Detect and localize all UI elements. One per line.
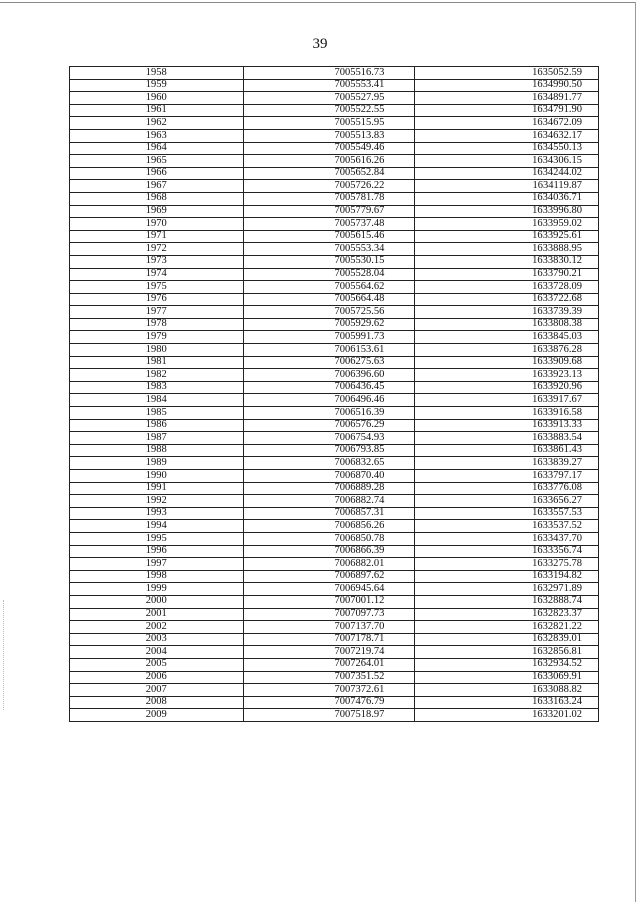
x-coordinate-cell: 7005781.78 bbox=[243, 192, 415, 205]
table-row bbox=[70, 419, 599, 432]
point-number-cell: 1960 bbox=[70, 92, 244, 105]
table-row bbox=[70, 595, 599, 608]
point-number-cell: 1974 bbox=[70, 268, 244, 281]
y-coordinate-cell: 1633845.03 bbox=[415, 331, 599, 344]
x-coordinate-cell: 7006870.40 bbox=[243, 470, 415, 483]
table-row bbox=[70, 331, 599, 344]
y-coordinate-cell: 1632971.89 bbox=[415, 583, 599, 596]
x-coordinate-cell: 7007137.70 bbox=[243, 621, 415, 634]
table-row bbox=[70, 520, 599, 533]
point-number-cell: 1975 bbox=[70, 281, 244, 294]
x-coordinate-cell: 7005522.55 bbox=[243, 104, 415, 117]
point-number-cell: 2000 bbox=[70, 595, 244, 608]
table-row bbox=[70, 545, 599, 558]
point-number-cell: 1986 bbox=[70, 419, 244, 432]
table-row bbox=[70, 281, 599, 294]
x-coordinate-cell: 7005726.22 bbox=[243, 180, 415, 193]
table-row bbox=[70, 268, 599, 281]
x-coordinate-cell: 7005725.56 bbox=[243, 306, 415, 319]
x-coordinate-cell: 7005564.62 bbox=[243, 281, 415, 294]
y-coordinate-cell: 1632823.37 bbox=[415, 608, 599, 621]
y-coordinate-cell: 1634306.15 bbox=[415, 155, 599, 168]
table-row bbox=[70, 142, 599, 155]
point-number-cell: 1997 bbox=[70, 558, 244, 571]
y-coordinate-cell: 1633883.54 bbox=[415, 432, 599, 445]
x-coordinate-cell: 7006857.31 bbox=[243, 507, 415, 520]
point-number-cell: 1982 bbox=[70, 369, 244, 382]
table-row bbox=[70, 356, 599, 369]
point-number-cell: 1980 bbox=[70, 344, 244, 357]
y-coordinate-cell: 1633920.96 bbox=[415, 381, 599, 394]
point-number-cell: 1978 bbox=[70, 318, 244, 331]
table-row bbox=[70, 558, 599, 571]
point-number-cell: 1963 bbox=[70, 129, 244, 142]
y-coordinate-cell: 1633722.68 bbox=[415, 293, 599, 306]
x-coordinate-cell: 7007518.97 bbox=[243, 709, 415, 722]
x-coordinate-cell: 7006793.85 bbox=[243, 444, 415, 457]
point-number-cell: 1994 bbox=[70, 520, 244, 533]
y-coordinate-cell: 1633739.39 bbox=[415, 306, 599, 319]
x-coordinate-cell: 7005530.15 bbox=[243, 255, 415, 268]
y-coordinate-cell: 1633916.58 bbox=[415, 407, 599, 420]
table-row bbox=[70, 482, 599, 495]
table-row bbox=[70, 444, 599, 457]
x-coordinate-cell: 7006897.62 bbox=[243, 570, 415, 583]
point-number-cell: 1987 bbox=[70, 432, 244, 445]
x-coordinate-cell: 7007097.73 bbox=[243, 608, 415, 621]
table-row bbox=[70, 470, 599, 483]
x-coordinate-cell: 7007351.52 bbox=[243, 671, 415, 684]
coordinates-table bbox=[69, 66, 599, 722]
y-coordinate-cell: 1633069.91 bbox=[415, 671, 599, 684]
table-row bbox=[70, 230, 599, 243]
y-coordinate-cell: 1635052.59 bbox=[415, 67, 599, 80]
point-number-cell: 1971 bbox=[70, 230, 244, 243]
point-number-cell: 1966 bbox=[70, 167, 244, 180]
point-number-cell: 1977 bbox=[70, 306, 244, 319]
point-number-cell: 1969 bbox=[70, 205, 244, 218]
x-coordinate-cell: 7005515.95 bbox=[243, 117, 415, 130]
table-row bbox=[70, 495, 599, 508]
y-coordinate-cell: 1633557.53 bbox=[415, 507, 599, 520]
table-row bbox=[70, 633, 599, 646]
x-coordinate-cell: 7006275.63 bbox=[243, 356, 415, 369]
point-number-cell: 1965 bbox=[70, 155, 244, 168]
y-coordinate-cell: 1634672.09 bbox=[415, 117, 599, 130]
table-row bbox=[70, 318, 599, 331]
table-row bbox=[70, 608, 599, 621]
y-coordinate-cell: 1634990.50 bbox=[415, 79, 599, 92]
x-coordinate-cell: 7007264.01 bbox=[243, 658, 415, 671]
point-number-cell: 1984 bbox=[70, 394, 244, 407]
y-coordinate-cell: 1633790.21 bbox=[415, 268, 599, 281]
page-number: 39 bbox=[312, 36, 328, 52]
y-coordinate-cell: 1634036.71 bbox=[415, 192, 599, 205]
point-number-cell: 2008 bbox=[70, 696, 244, 709]
coordinates-table-body bbox=[70, 67, 599, 722]
y-coordinate-cell: 1633839.27 bbox=[415, 457, 599, 470]
point-number-cell: 1999 bbox=[70, 583, 244, 596]
table-row bbox=[70, 432, 599, 445]
point-number-cell: 1962 bbox=[70, 117, 244, 130]
point-number-cell: 2004 bbox=[70, 646, 244, 659]
page-top-edge bbox=[0, 2, 636, 3]
x-coordinate-cell: 7005553.41 bbox=[243, 79, 415, 92]
point-number-cell: 1988 bbox=[70, 444, 244, 457]
point-number-cell: 2005 bbox=[70, 658, 244, 671]
x-coordinate-cell: 7005549.46 bbox=[243, 142, 415, 155]
point-number-cell: 1983 bbox=[70, 381, 244, 394]
y-coordinate-cell: 1634244.02 bbox=[415, 167, 599, 180]
y-coordinate-cell: 1633959.02 bbox=[415, 218, 599, 231]
point-number-cell: 1959 bbox=[70, 79, 244, 92]
table-row bbox=[70, 671, 599, 684]
x-coordinate-cell: 7007001.12 bbox=[243, 595, 415, 608]
y-coordinate-cell: 1633861.43 bbox=[415, 444, 599, 457]
y-coordinate-cell: 1632839.01 bbox=[415, 633, 599, 646]
table-row bbox=[70, 696, 599, 709]
point-number-cell: 1970 bbox=[70, 218, 244, 231]
y-coordinate-cell: 1633925.61 bbox=[415, 230, 599, 243]
y-coordinate-cell: 1633923.13 bbox=[415, 369, 599, 382]
table-row bbox=[70, 394, 599, 407]
point-number-cell: 1998 bbox=[70, 570, 244, 583]
table-row bbox=[70, 218, 599, 231]
point-number-cell: 2006 bbox=[70, 671, 244, 684]
table-row bbox=[70, 306, 599, 319]
x-coordinate-cell: 7007372.61 bbox=[243, 684, 415, 697]
y-coordinate-cell: 1632856.81 bbox=[415, 646, 599, 659]
y-coordinate-cell: 1633194.82 bbox=[415, 570, 599, 583]
table-row bbox=[70, 407, 599, 420]
x-coordinate-cell: 7006832.65 bbox=[243, 457, 415, 470]
table-row bbox=[70, 684, 599, 697]
table-row bbox=[70, 344, 599, 357]
x-coordinate-cell: 7006945.64 bbox=[243, 583, 415, 596]
point-number-cell: 1976 bbox=[70, 293, 244, 306]
x-coordinate-cell: 7006576.29 bbox=[243, 419, 415, 432]
point-number-cell: 1964 bbox=[70, 142, 244, 155]
table-row bbox=[70, 570, 599, 583]
table-row bbox=[70, 104, 599, 117]
x-coordinate-cell: 7006436.45 bbox=[243, 381, 415, 394]
y-coordinate-cell: 1633437.70 bbox=[415, 532, 599, 545]
y-coordinate-cell: 1632934.52 bbox=[415, 658, 599, 671]
x-coordinate-cell: 7005516.73 bbox=[243, 67, 415, 80]
table-row bbox=[70, 255, 599, 268]
point-number-cell: 1972 bbox=[70, 243, 244, 256]
point-number-cell: 1968 bbox=[70, 192, 244, 205]
table-row bbox=[70, 192, 599, 205]
x-coordinate-cell: 7006496.46 bbox=[243, 394, 415, 407]
y-coordinate-cell: 1633909.68 bbox=[415, 356, 599, 369]
point-number-cell: 1973 bbox=[70, 255, 244, 268]
point-number-cell: 1981 bbox=[70, 356, 244, 369]
x-coordinate-cell: 7006516.39 bbox=[243, 407, 415, 420]
x-coordinate-cell: 7005513.83 bbox=[243, 129, 415, 142]
table-row bbox=[70, 381, 599, 394]
scan-artifact bbox=[3, 600, 5, 710]
x-coordinate-cell: 7006856.26 bbox=[243, 520, 415, 533]
y-coordinate-cell: 1633776.08 bbox=[415, 482, 599, 495]
point-number-cell: 1991 bbox=[70, 482, 244, 495]
table-row bbox=[70, 167, 599, 180]
y-coordinate-cell: 1634791.90 bbox=[415, 104, 599, 117]
y-coordinate-cell: 1632888.74 bbox=[415, 595, 599, 608]
point-number-cell: 1958 bbox=[70, 67, 244, 80]
y-coordinate-cell: 1633088.82 bbox=[415, 684, 599, 697]
point-number-cell: 1996 bbox=[70, 545, 244, 558]
y-coordinate-cell: 1633201.02 bbox=[415, 709, 599, 722]
y-coordinate-cell: 1633876.28 bbox=[415, 344, 599, 357]
y-coordinate-cell: 1633808.38 bbox=[415, 318, 599, 331]
table-row bbox=[70, 180, 599, 193]
x-coordinate-cell: 7006153.61 bbox=[243, 344, 415, 357]
table-row bbox=[70, 646, 599, 659]
point-number-cell: 1990 bbox=[70, 470, 244, 483]
y-coordinate-cell: 1632821.22 bbox=[415, 621, 599, 634]
x-coordinate-cell: 7006889.28 bbox=[243, 482, 415, 495]
table-row bbox=[70, 205, 599, 218]
x-coordinate-cell: 7005652.84 bbox=[243, 167, 415, 180]
point-number-cell: 2002 bbox=[70, 621, 244, 634]
point-number-cell: 2007 bbox=[70, 684, 244, 697]
y-coordinate-cell: 1633917.67 bbox=[415, 394, 599, 407]
point-number-cell: 1992 bbox=[70, 495, 244, 508]
x-coordinate-cell: 7006882.01 bbox=[243, 558, 415, 571]
table-row bbox=[70, 67, 599, 80]
y-coordinate-cell: 1634119.87 bbox=[415, 180, 599, 193]
table-row bbox=[70, 293, 599, 306]
point-number-cell: 2003 bbox=[70, 633, 244, 646]
x-coordinate-cell: 7006850.78 bbox=[243, 532, 415, 545]
x-coordinate-cell: 7005528.04 bbox=[243, 268, 415, 281]
x-coordinate-cell: 7005737.48 bbox=[243, 218, 415, 231]
x-coordinate-cell: 7007219.74 bbox=[243, 646, 415, 659]
x-coordinate-cell: 7005553.34 bbox=[243, 243, 415, 256]
table-row bbox=[70, 507, 599, 520]
x-coordinate-cell: 7006882.74 bbox=[243, 495, 415, 508]
table-row bbox=[70, 709, 599, 722]
y-coordinate-cell: 1633163.24 bbox=[415, 696, 599, 709]
table-row bbox=[70, 79, 599, 92]
y-coordinate-cell: 1633275.78 bbox=[415, 558, 599, 571]
point-number-cell: 1993 bbox=[70, 507, 244, 520]
x-coordinate-cell: 7005991.73 bbox=[243, 331, 415, 344]
y-coordinate-cell: 1633797.17 bbox=[415, 470, 599, 483]
y-coordinate-cell: 1633728.09 bbox=[415, 281, 599, 294]
table-row bbox=[70, 243, 599, 256]
table-row bbox=[70, 369, 599, 382]
point-number-cell: 2009 bbox=[70, 709, 244, 722]
x-coordinate-cell: 7006754.93 bbox=[243, 432, 415, 445]
x-coordinate-cell: 7005616.26 bbox=[243, 155, 415, 168]
point-number-cell: 1989 bbox=[70, 457, 244, 470]
y-coordinate-cell: 1634632.17 bbox=[415, 129, 599, 142]
x-coordinate-cell: 7007476.79 bbox=[243, 696, 415, 709]
table-row bbox=[70, 129, 599, 142]
y-coordinate-cell: 1633537.52 bbox=[415, 520, 599, 533]
x-coordinate-cell: 7005779.67 bbox=[243, 205, 415, 218]
y-coordinate-cell: 1633356.74 bbox=[415, 545, 599, 558]
table-row bbox=[70, 155, 599, 168]
y-coordinate-cell: 1634891.77 bbox=[415, 92, 599, 105]
table-row bbox=[70, 621, 599, 634]
x-coordinate-cell: 7006396.60 bbox=[243, 369, 415, 382]
y-coordinate-cell: 1633888.95 bbox=[415, 243, 599, 256]
x-coordinate-cell: 7005929.62 bbox=[243, 318, 415, 331]
table-row bbox=[70, 117, 599, 130]
table-row bbox=[70, 532, 599, 545]
y-coordinate-cell: 1633656.27 bbox=[415, 495, 599, 508]
y-coordinate-cell: 1634550.13 bbox=[415, 142, 599, 155]
y-coordinate-cell: 1633830.12 bbox=[415, 255, 599, 268]
table-row bbox=[70, 92, 599, 105]
table-row bbox=[70, 457, 599, 470]
point-number-cell: 1985 bbox=[70, 407, 244, 420]
y-coordinate-cell: 1633913.33 bbox=[415, 419, 599, 432]
table-row bbox=[70, 583, 599, 596]
x-coordinate-cell: 7005527.95 bbox=[243, 92, 415, 105]
point-number-cell: 1967 bbox=[70, 180, 244, 193]
point-number-cell: 1995 bbox=[70, 532, 244, 545]
x-coordinate-cell: 7007178.71 bbox=[243, 633, 415, 646]
point-number-cell: 1961 bbox=[70, 104, 244, 117]
x-coordinate-cell: 7005664.48 bbox=[243, 293, 415, 306]
y-coordinate-cell: 1633996.80 bbox=[415, 205, 599, 218]
page-right-edge bbox=[635, 2, 636, 902]
x-coordinate-cell: 7006866.39 bbox=[243, 545, 415, 558]
point-number-cell: 2001 bbox=[70, 608, 244, 621]
x-coordinate-cell: 7005615.46 bbox=[243, 230, 415, 243]
table-row bbox=[70, 658, 599, 671]
point-number-cell: 1979 bbox=[70, 331, 244, 344]
